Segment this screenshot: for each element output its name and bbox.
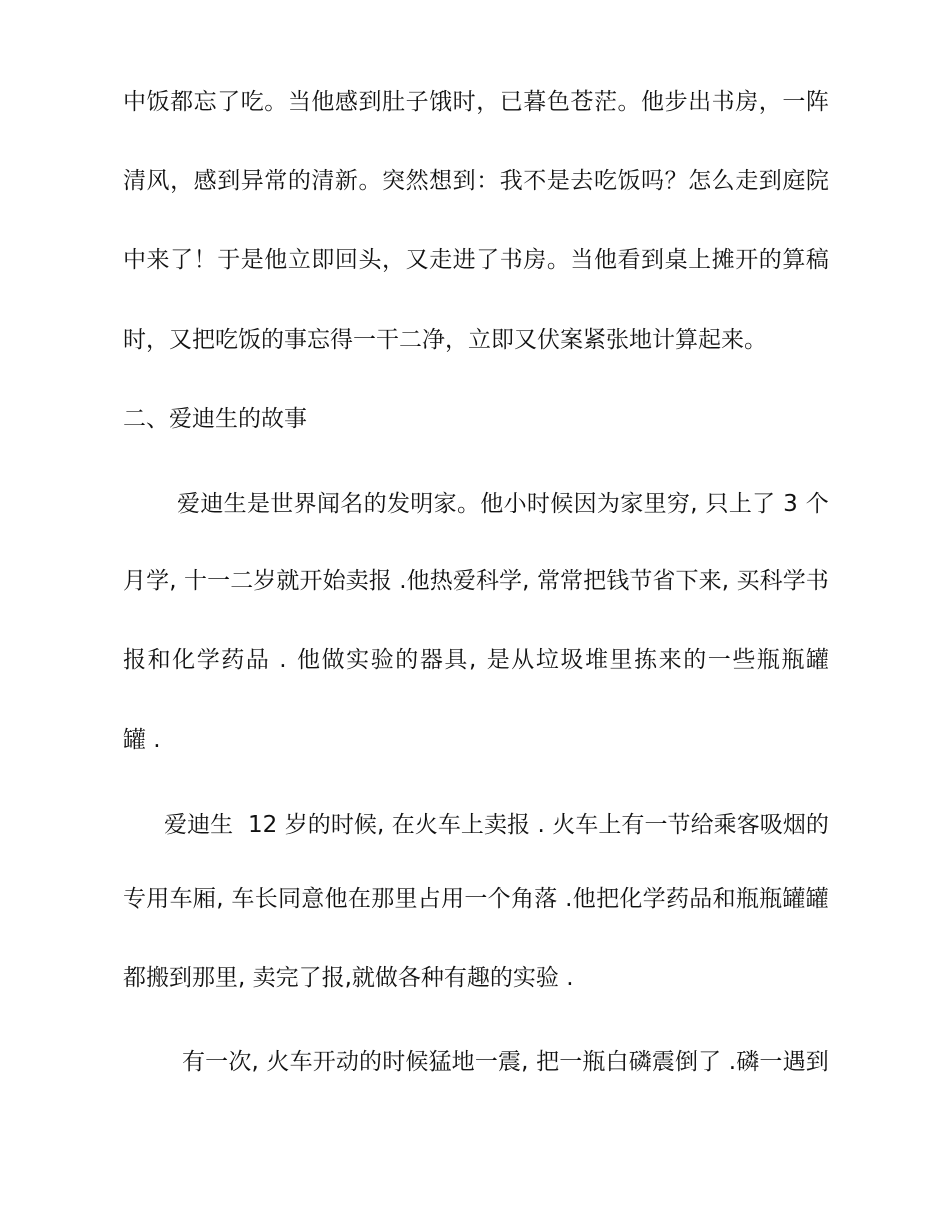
text-line: 中 饭 都 忘 了 吃 。 当 他 感 到 肚 子 饿 时 ， 已 暮 色 苍 茫 。 他 步 出 书 房 ， 一 阵: [123, 89, 829, 115]
text-line: 罐 .: [123, 727, 161, 753]
text-line: 都搬到那里, 卖完了报,就做各种有趣的实验 .: [123, 965, 574, 991]
section-heading: 二、爱迪生的故事: [123, 406, 307, 432]
text-line: 专 用 车 厢 , 车 长 同 意 他 在 那 里 占 用 一 个 角 落 . 他 把 化 学 药 品 和 瓶 瓶 罐 罐: [123, 886, 829, 912]
text-line: 清 风 ， 感 到 异 常 的 清 新 。 突 然 想 到 ： 我 不 是 去 吃 饭 吗 ？ 怎 么 走 到 庭 院: [123, 168, 829, 194]
text-line: 报 和 化 学 药 品 . 他 做 实 验 的 器 具 , 是 从 垃 圾 堆 里 拣 来 的 一 些 瓶 瓶 罐: [123, 647, 829, 673]
text-line: 爱 迪 生 1 2 岁 的 时 候 , 在 火 车 上 卖 报 . 火 车 上 有 一 节 给 乘 客 吸 烟 的: [164, 812, 829, 838]
text-line: 时，又把吃饭的事忘得一干二净，立即又伏案紧张地计算起来。: [123, 327, 767, 353]
text-line: 有 一 次 , 火 车 开 动 的 时 候 猛 地 一 震 , 把 一 瓶 白 磷 震 倒 了 . 磷 一 遇 到: [182, 1049, 829, 1075]
text-line: 爱 迪 生 是 世 界 闻 名 的 发 明 家 。 他 小 时 候 因 为 家 里 穷 , 只 上 了 3 个: [177, 491, 829, 517]
text-line: 中 来 了 ！ 于 是 他 立 即 回 头 ， 又 走 进 了 书 房 。 当 他 看 到 桌 上 摊 开 的 算 稿: [123, 247, 829, 273]
text-line: 月 学 , 十 一 二 岁 就 开 始 卖 报 . 他 热 爱 科 学 , 常 常 把 钱 节 省 下 来 , 买 科 学 书: [123, 568, 829, 594]
